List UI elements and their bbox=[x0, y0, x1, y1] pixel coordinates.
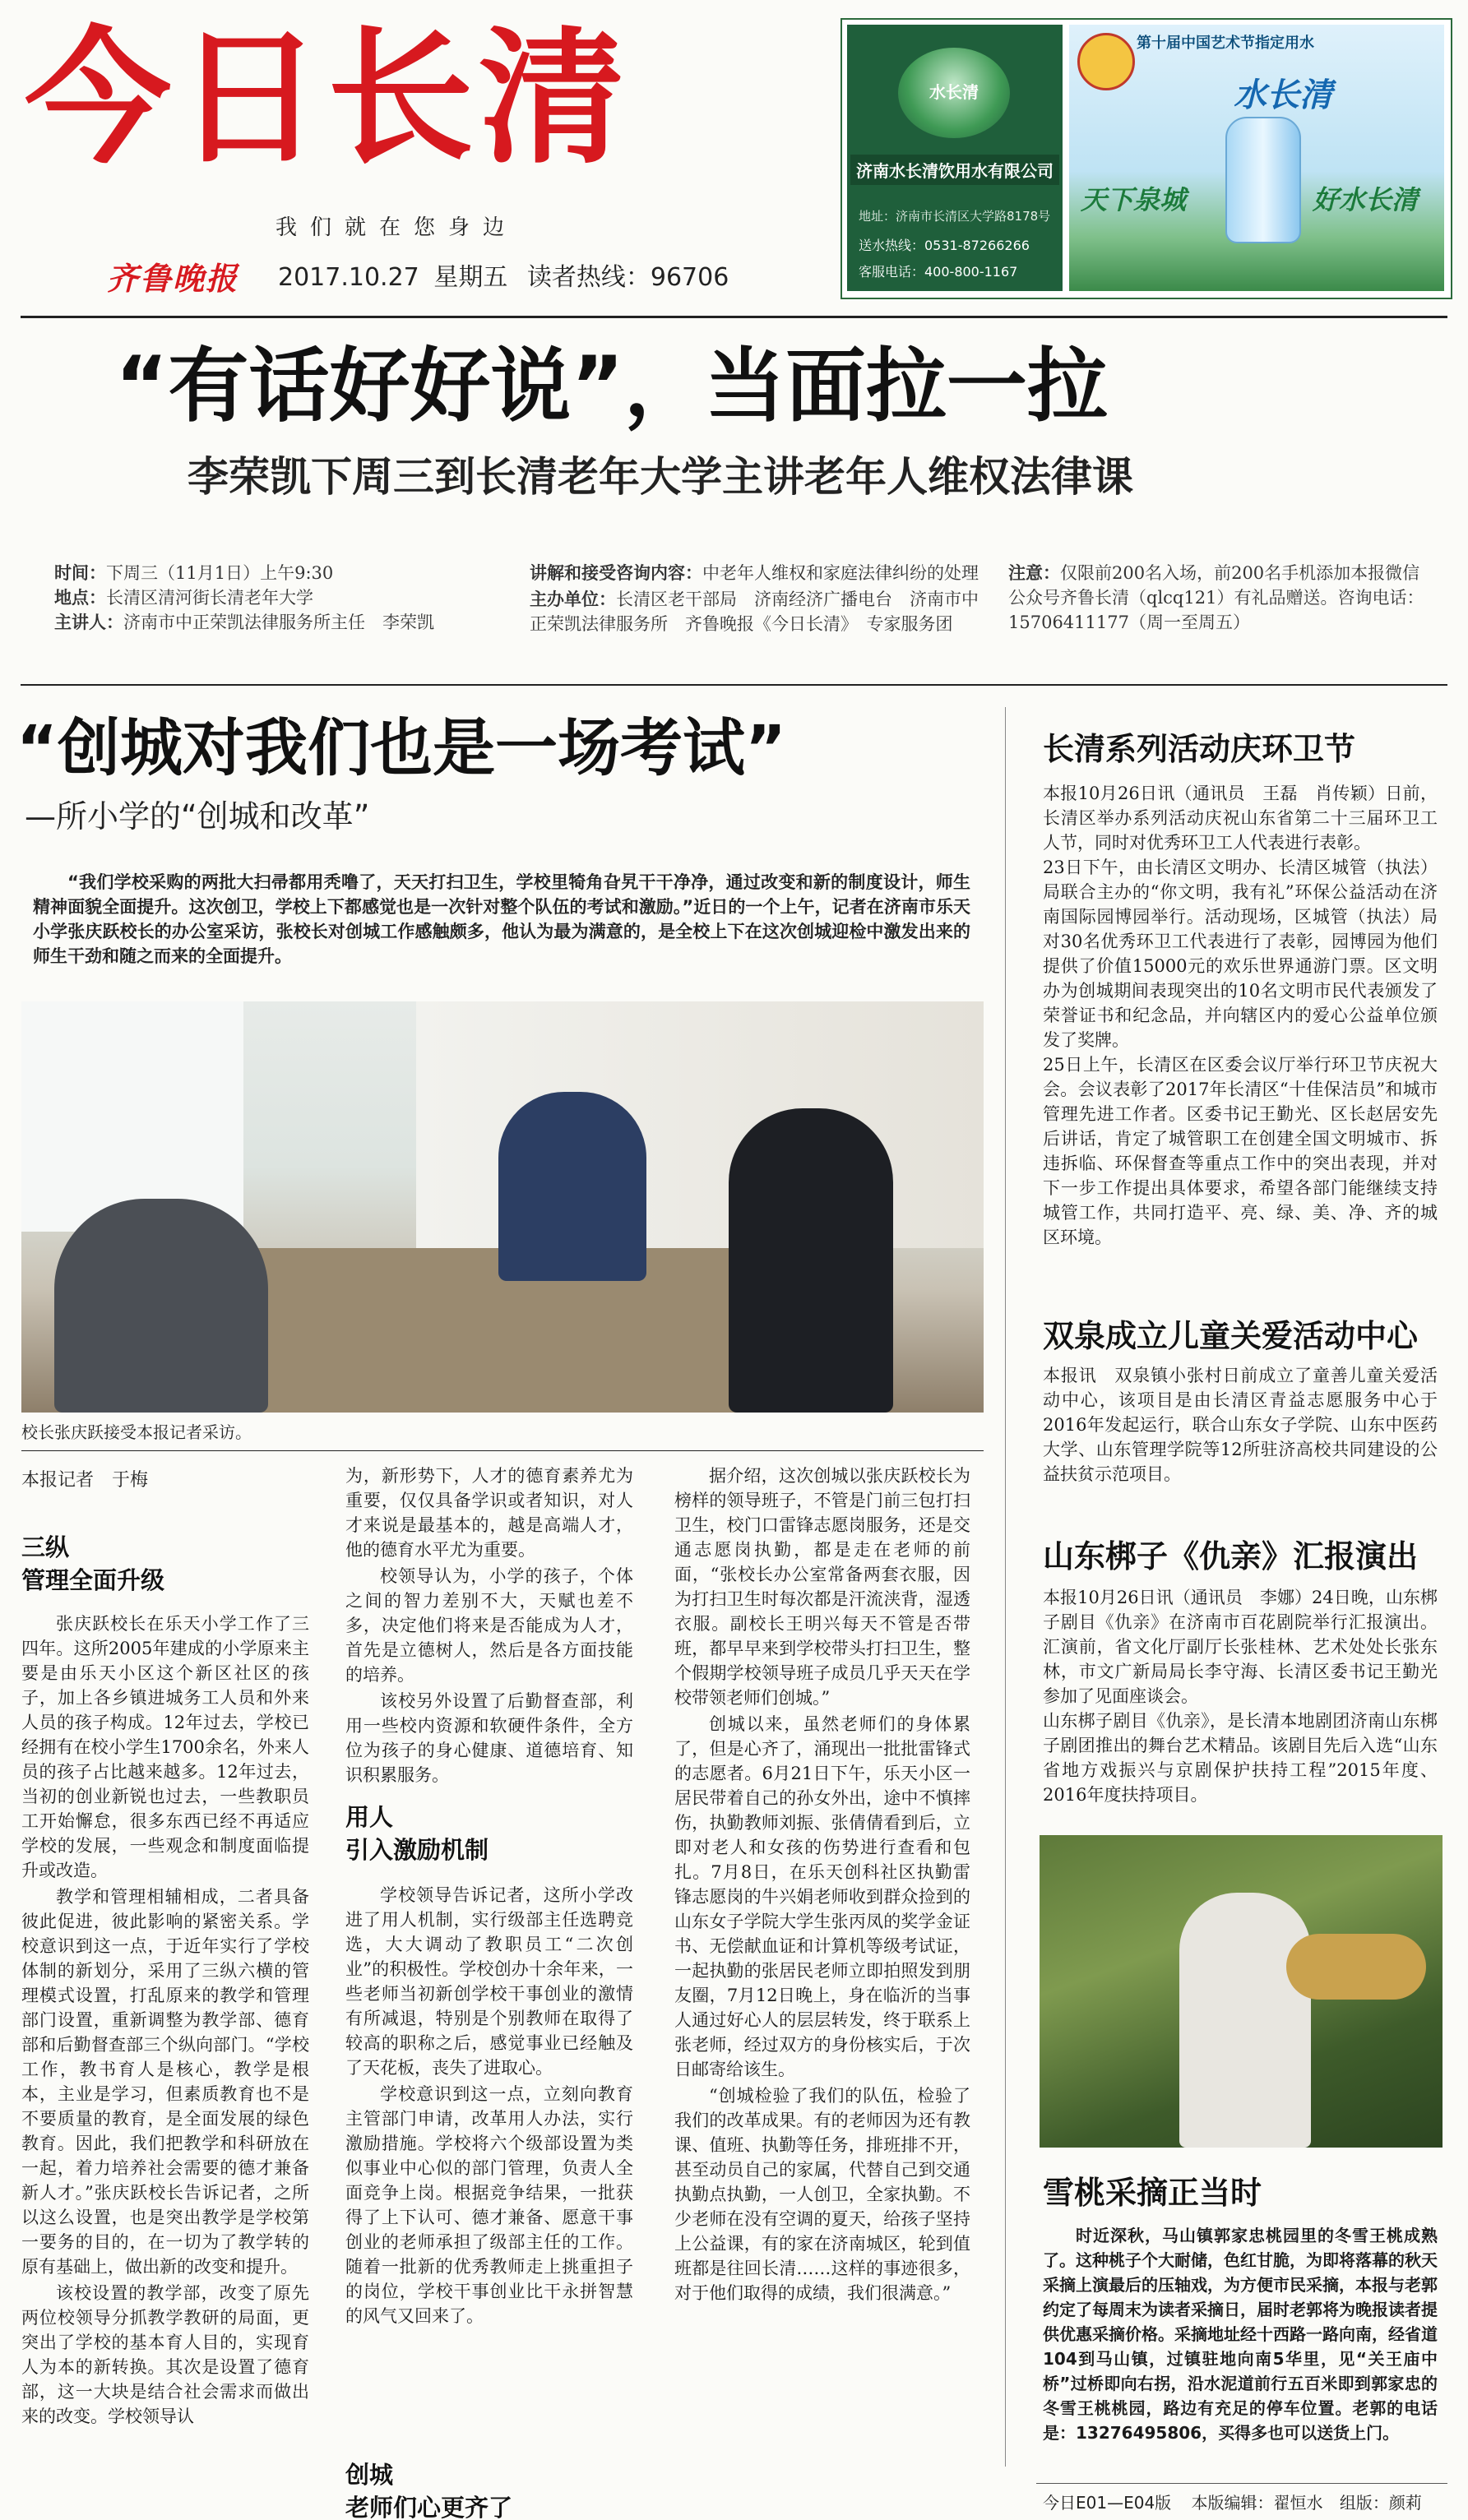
event-speaker: 济南市中正荣凯法律服务所主任 李荣凯 bbox=[123, 613, 434, 632]
lead-info bbox=[21, 561, 1444, 668]
column-3 bbox=[674, 1463, 970, 2307]
note-label: 注意： bbox=[1008, 562, 1060, 583]
ad-scene bbox=[1069, 25, 1444, 291]
footer-rule bbox=[1036, 2483, 1447, 2484]
brief-3-title: 山东梆子《仇亲》汇报演出 bbox=[1043, 1538, 1419, 1574]
ad-logo-text: 水长清 bbox=[929, 82, 979, 102]
footer-designer: 组版：颜莉 bbox=[1339, 2493, 1422, 2513]
main-headline: “创城对我们也是一场考试” bbox=[16, 711, 786, 784]
event-place: 长清区清河街长清老年大学 bbox=[106, 588, 313, 608]
ad-slogan-left: 天下泉城 bbox=[1081, 184, 1187, 215]
section-title-1: 三纵 管理全面升级 bbox=[21, 1533, 165, 1594]
brief-1-title: 长清系列活动庆环卫节 bbox=[1043, 731, 1356, 767]
photo-window bbox=[21, 1001, 243, 1232]
brief-2-body: 本报讯 双泉镇小张村日前成立了童善儿童关爱活动中心，该项目是由长清区青益志愿服务中心于2016年发起运行，联合山东女子学院、山东中医药大学、山东管理学院等12所驻济高校共同建设的公益扶贫示范项目。 bbox=[1043, 1366, 1438, 1484]
ad-water-bottle bbox=[1225, 117, 1301, 243]
column-divider bbox=[1005, 707, 1006, 2467]
lead-subhead: 李荣凯下周三到长清老年大学主讲老年人维权法律课 bbox=[188, 453, 1133, 501]
column-2-bottom bbox=[345, 1883, 633, 2330]
column-1-para: 该校设置的教学部，改变了原先两位校领导分抓教学教研的局面，更突出了学校的基本育人目的，实现育人为本的新转换。其次是设置了德育部，这一大块是结合社会需求而做出来的改变。学校领导认 bbox=[21, 2283, 309, 2426]
event-topic: 中老年人维权和家庭法律纠纷的处理 bbox=[702, 563, 979, 583]
photo-reporter bbox=[729, 1108, 893, 1413]
lead-rule bbox=[21, 684, 1447, 686]
masthead-rule bbox=[21, 316, 1447, 318]
column-2-para: 校领导认为，小学的孩子，个体之间的智力差别不大，天赋也差不多，决定他们将来是否能成为人才，首先是立德树人，然后是各方面技能的培养。 bbox=[345, 1566, 633, 1685]
ad-delivery-phone: 送水热线：0531-87266266 bbox=[859, 238, 1030, 253]
host-label: 主办单位： bbox=[530, 589, 616, 609]
time-label: 时间： bbox=[54, 562, 106, 583]
topic-label: 讲解和接受咨询内容： bbox=[530, 562, 702, 583]
event-note: 仅限前200名入场，前200名手机添加本报微信公众号齐鲁长清（qlcq121）有礼品赠送。咨询电话：15706411177（周一至周五） bbox=[1008, 563, 1424, 632]
peach-photo bbox=[1040, 1835, 1443, 2148]
reader-hotline: 读者热线：96706 bbox=[526, 263, 729, 292]
brief-4-title: 雪桃采摘正当时 bbox=[1043, 2175, 1262, 2211]
main-subhead: —所小学的“创城和改革” bbox=[25, 798, 370, 835]
issue-weekday: 星期五 bbox=[433, 263, 508, 292]
brief-4-body: 时近深秋，马山镇郭家忠桃园里的冬雪王桃成熟了。这种桃子个大耐储，色红甘脆，为即将落幕的秋天采摘上演最后的压轴戏，为方便市民采摘，本报与老郭约定了每周末为读者采摘日，届时老郭将为晚报读者提供优惠采摘价格。采摘地址经十西路一路向南，经省道104到马山镇，过镇驻地向南5华里，见“关王庙中桥”过桥即向右拐，沿水泥道前行五百米即到郭家忠的冬雪王桃桃园，路边有充足的停车位置。老郭的电话是：13276495806，买得多也可以送货上门。 bbox=[1043, 2226, 1438, 2443]
event-time: 下周三（11月1日）上午9:30 bbox=[106, 563, 334, 583]
issue-date: 2017.10.27 bbox=[278, 263, 419, 292]
masthead-title: 今日长清 bbox=[25, 13, 630, 183]
column-3-para: 据介绍，这次创城以张庆跃校长为榜样的领导班子，不管是门前三包打扫卫生，校门口雷锋志愿岗服务，还是交通志愿岗执勤，都是走在老师的前面，“张校长办公室常备两套衣服，因为打扫卫生时每次都是汗流浃背，湿透衣服。副校长王明兴每天不管是否带班，都早早来到学校带头打扫卫生，整个假期学校领导班子成员几乎天天在学校带领老师们创城。” bbox=[674, 1466, 970, 1708]
ad-brand-name: 水长清 bbox=[1234, 76, 1332, 114]
main-intro: “我们学校采购的两批大扫帚都用秃噜了，天天打扫卫生，学校里犄角旮旯干干净净，通过改变和新的制度设计，师生精神面貌全面提升。这次创卫，学校上下都感觉也是一次针对整个队伍的考试和激励。”近日的一个上午，记者在济南市乐天小学张庆跃校长的办公室采访，张校长对创城工作感触颇多，他认为最为满意的，是全校上下在这次创城迎检中激发出来的师生干劲和随之而来的全面提升。 bbox=[33, 872, 970, 966]
photo-principal bbox=[498, 1092, 646, 1281]
place-label: 地点： bbox=[54, 587, 106, 608]
ad-service-phone: 客服电话：400-800-1167 bbox=[859, 264, 1018, 280]
lead-headline: “有话好好说”，当面拉一拉 bbox=[115, 340, 1108, 433]
ad-logo bbox=[898, 48, 1010, 138]
ad-festival-badge bbox=[1077, 33, 1135, 90]
photo-caption: 校长张庆跃接受本报记者采访。 bbox=[21, 1422, 252, 1442]
column-1 bbox=[21, 1611, 309, 2430]
paper-logo: 齐鲁晚报 bbox=[107, 260, 239, 297]
column-3-para: 创城以来，虽然老师们的身体累了，但是心齐了，涌现出一批批雷锋式的志愿者。6月21日下午，乐天小区一居民带着自己的孙女外出，途中不慎摔伤，执勤教师刘振、张倩倩看到后，立即对老人和女孩的伤势进行查看和包扎。7月8日，在乐天创科社区执勤雷锋志愿岗的牛兴娟老师收到群众捡到的山东女子学院大学生张丙凤的奖学金证书、无偿献血证和计算机等级考试证，一起执勤的张居民老师立即拍照发到朋友圈，7月12日晚上，身在临沂的当事人通过好心人的层层转发，终于联系上张老师，经过双方的身份核实后，于次日邮寄给该生。 bbox=[674, 1714, 970, 2079]
column-1-para: 张庆跃校长在乐天小学工作了三四年。这所2005年建成的小学原来主要是由乐天小区这个新区社区的孩子，加上各乡镇进城务工人员和外来人员的孩子构成。12年过去，学校已经拥有在校小学生1700余名，外来人员的孩子占比越来越多。12年过去，当初的创业新锐也过去，一些教职员工开始懈怠，很多东西已经不再适应学校的发展，一些观念和制度面临提升或改造。 bbox=[21, 1614, 309, 1880]
event-host: 长清区老干部局 济南经济广播电台 济南市中正荣凯法律服务所 齐鲁晚报《今日长清》 专家服务团 bbox=[530, 590, 979, 634]
byline: 本报记者 于梅 bbox=[21, 1470, 149, 1491]
column-1-para: 教学和管理相辅相成，二者具备彼此促进，彼此影响的紧密关系。学校意识到这一点，于近年实行了学校体制的新划分，采用了三纵六横的管理模式设置，打乱原来的教学和管理部门设置，重新调整为教学部、德育部和后勤督查部三个纵向部门。“学校工作，教书育人是核心，教学是根本，主业是学习，但素质教育也不是不要质量的教育，是全面发展的绿色教育。因此，我们把教学和科研放在一起，着力培养社会需要的德才兼备新人才。”张庆跃校长告诉记者，之所以这么设置，也是突出教学是学校第一要务的目的，在一切为了教学转的原有基础上，做出新的改变和提升。 bbox=[21, 1887, 309, 2277]
ad-address: 地址：济南市长清区大学路8178号 bbox=[859, 209, 1051, 224]
water-ad bbox=[841, 18, 1452, 299]
column-2-para: 为，新形势下，人才的德育素养尤为重要，仅仅具备学识或者知识，对人才来说是最基本的，越是高端人才，他的德育水平尤为重要。 bbox=[345, 1466, 633, 1560]
ad-company-card bbox=[847, 25, 1063, 291]
footer-edition: 今日E01—E04版 bbox=[1043, 2493, 1172, 2513]
ad-slogan-right: 好水长清 bbox=[1313, 184, 1419, 215]
section-title-3: 创城 老师们心更齐了 bbox=[345, 2461, 513, 2520]
brief-3-body: 本报10月26日讯（通讯员 李娜）24日晚，山东梆子剧目《仇亲》在济南市百花剧院举行汇报演出。汇演前，省文化厅副厅长张桂林、艺术处处长张东林，市文广新局局长李守海、长清区委书记王勤光参加了见面座谈会。 山东梆子剧目《仇亲》，是长清本地剧团济南山东梆子剧团推出的舞台艺术精品。该剧目先后入选“山东省地方戏振兴与京剧保护扶持工程”2015年度、2016年度扶持项目。 bbox=[1043, 1588, 1438, 1805]
photo-visitor bbox=[54, 1199, 268, 1413]
interview-photo bbox=[21, 1001, 984, 1413]
brief-2-title: 双泉成立儿童关爱活动中心 bbox=[1043, 1318, 1419, 1354]
masthead-slogan: 我们就在您身边 bbox=[276, 215, 518, 240]
ad-company-name: 济南水长清饮用水有限公司 bbox=[850, 155, 1059, 185]
column-2-para: 该校另外设置了后勤督查部，利用一些校内资源和软硬件条件，全方位为孩子的身心健康、道德培育、知识积累服务。 bbox=[345, 1691, 633, 1785]
column-2-top bbox=[345, 1463, 633, 1789]
column-3-para: “创城检验了我们的队伍，检验了我们的改革成果。有的老师因为还有教课、值班、执勤等任务，排班排不开，甚至动员自己的家属，代替自己到交通执勤点执勤，一人创卫，全家执勤。不少老师在没有空调的夏天，给孩子坚持上公益课，有的家在济南城区，轮到值班都是往回长清……这样的事迹很多，对于他们取得的成绩，我们很满意。” bbox=[674, 2086, 970, 2303]
section-title-2: 用人 引入激励机制 bbox=[345, 1803, 489, 1864]
column-2-para: 学校意识到这一点，立刻向教育主管部门申请，改革用人办法，实行激励措施。学校将六个级部设置为类似事业中心似的部门管理，负责人全面竞争上岗。根据竞争结果，一批获得了上下认可、德才兼备、愿意干事创业的老师承担了级部主任的工作。随着一批新的优秀教师走上挑重担子的岗位，学校干事创业比干永拼智慧的风气又回来了。 bbox=[345, 2084, 633, 2326]
footer-editor: 本版编辑：翟恒水 bbox=[1191, 2493, 1323, 2513]
column-2-para: 学校领导告诉记者，这所小学改进了用人机制，实行级部主任选聘竞选，大大调动了教职员工“二次创业”的积极性。学校创办十余年来，一些老师当初新创学校干事创业的激情有所减退，特别是个别教师在取得了较高的职称之后，感觉事业已经触及了天花板，丧失了进取心。 bbox=[345, 1885, 633, 2078]
photo-peach-branch bbox=[1286, 1934, 1426, 2000]
brief-1-body: 本报10月26日讯（通讯员 王磊 肖传颖）日前，长清区举办系列活动庆祝山东省第二十三届环卫工人节，同时对优秀环卫工人代表进行表彰。 23日下午，由长清区文明办、长清区城管（执法）局联合主办的“你文明，我有礼”环保公益活动在济南国际园博园举行。活动现场，区城管（执法）局对30名优秀环卫工代表进行了表彰，园博园为他们提供了价值15000元的欢乐世界通游门票。区文明办为创城期间表现突出的10名文明市民代表颁发了荣誉证书和纪念品，并向辖区内的爱心公益单位颁发了奖牌。 25日上午，长清区在区委会议厅举行环卫节庆祝大会。会议表彰了2017年长清区“十佳保洁员”和城市管理先进工作者。区委书记王勤光、区长赵居安先后讲话，肯定了城管职工在创建全国文明城市、拆违拆临、环保督查等重点工作中的突出表现，并对下一步工作提出具体要求，希望各部门能继续支持城管工作，共同打造平、亮、绿、美、净、齐的城区环境。 bbox=[1043, 784, 1438, 1247]
ad-banner: 第十届中国艺术节指定用水 bbox=[1137, 35, 1314, 52]
speaker-label: 主讲人： bbox=[54, 612, 123, 632]
photo-farmer bbox=[1179, 1893, 1311, 2148]
byline-rule bbox=[21, 1450, 984, 1451]
